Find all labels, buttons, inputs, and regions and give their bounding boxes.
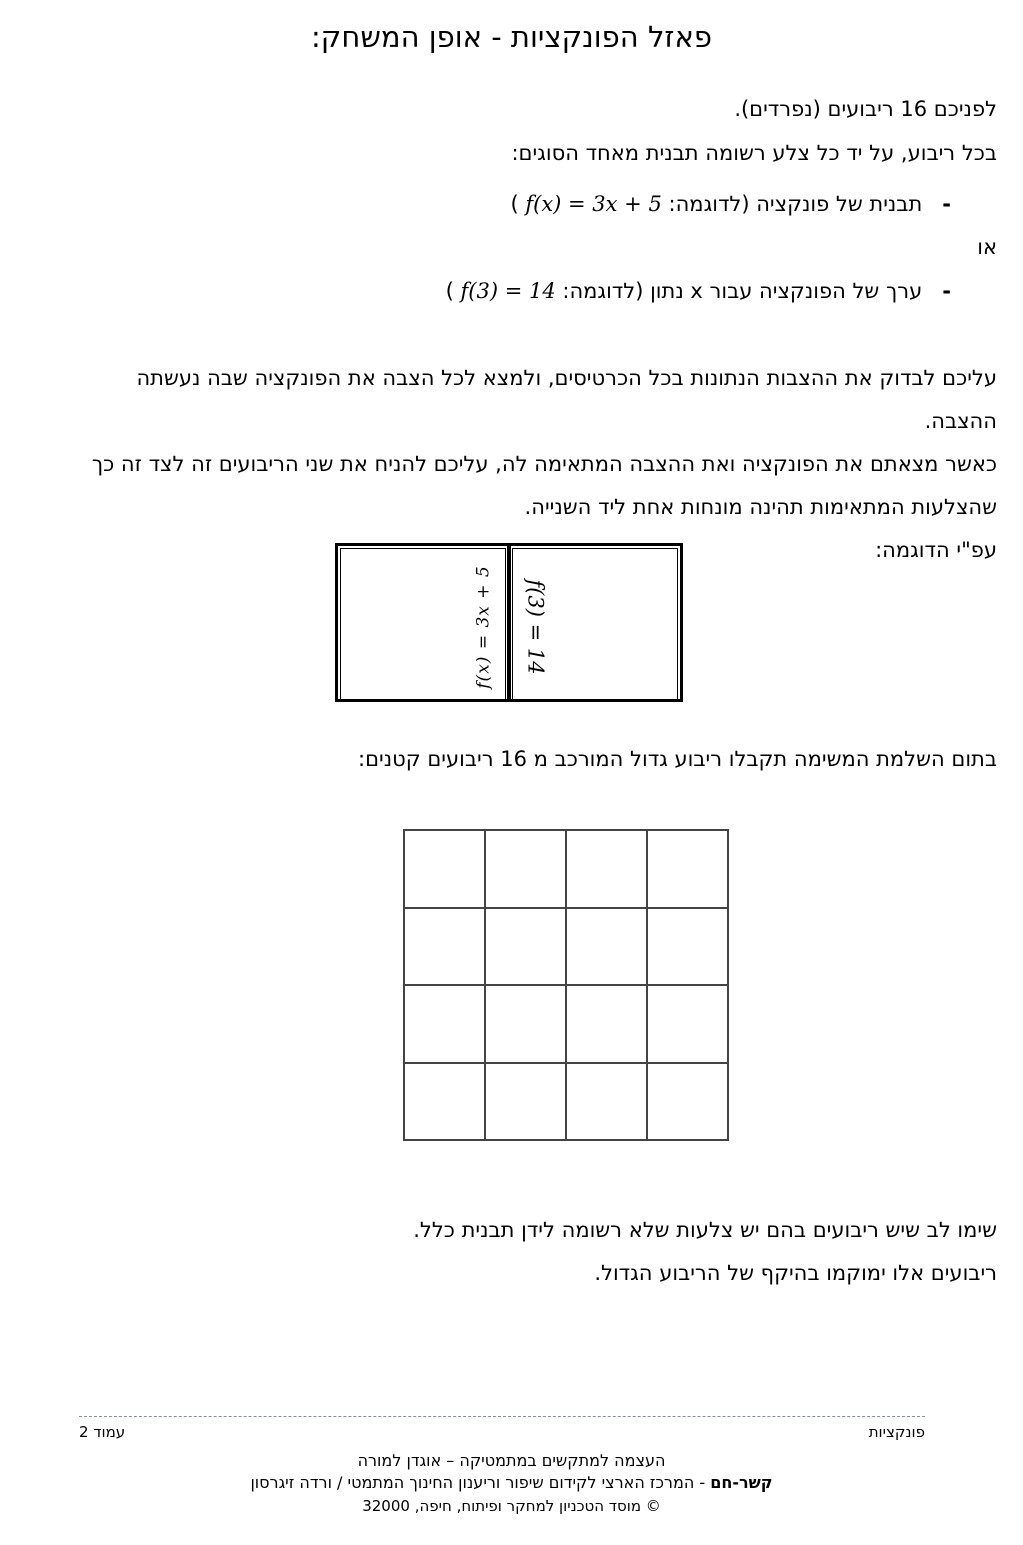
task-line-2: ההצבה. xyxy=(924,409,997,433)
grid-cell xyxy=(647,1063,728,1141)
bullet-math: f(x) = 3x + 5 xyxy=(525,192,662,216)
intro-line-2: בכל ריבוע, על יד כל צלע רשומה תבנית מאחד הסוגים: xyxy=(511,141,997,165)
bullet-dash: - xyxy=(942,192,951,216)
footer-org: - המרכז הארצי לקידום שיפור וריענון החינוך המתמטי / ורדה זיגרסון xyxy=(250,1473,711,1492)
grid-cell xyxy=(404,1063,485,1141)
tile-function-expression: f(x) = 3x + 5 xyxy=(474,564,494,689)
bullet-dash: - xyxy=(942,279,951,303)
note-line-1: שימו לב שיש ריבועים בהם יש צלעות שלא רשומה לידן תבנית כלל. xyxy=(413,1218,997,1242)
task-line-3: כאשר מצאתם את הפונקציה ואת ההצבה המתאימה לה, עליכם להניח את שני הריבועים זה לצד זה כך xyxy=(91,452,997,476)
task-line-1: עליכם לבדוק את ההצבות הנתונות בכל הכרטיסים, ולמצא לכל הצבה את הפונקציה שבה נעשתה xyxy=(136,366,997,390)
bullet-close: ) xyxy=(510,192,519,216)
grid-cell xyxy=(485,1063,566,1141)
grid-cell xyxy=(566,908,647,986)
grid-cell xyxy=(485,830,566,908)
footer-divider xyxy=(79,1416,925,1417)
or-word: או xyxy=(977,235,997,259)
example-tile-left xyxy=(340,548,506,701)
grid-cell xyxy=(404,830,485,908)
bullet-close: ) xyxy=(445,279,454,303)
grid-cell xyxy=(566,985,647,1063)
example-tile-pair xyxy=(335,543,683,702)
result-line: בתום השלמת המשימה תקבלו ריבוע גדול המורכב מ 16 ריבועים קטנים: xyxy=(358,747,997,771)
bullet-function-value xyxy=(446,278,951,304)
grid-cell xyxy=(647,908,728,986)
puzzle-grid xyxy=(403,829,729,1141)
grid-cell xyxy=(485,985,566,1063)
tile-divider xyxy=(507,546,511,699)
bullet-math: f(3) = 14 xyxy=(460,279,556,303)
example-label: עפ"י הדוגמה: xyxy=(875,538,997,562)
grid-cell xyxy=(647,985,728,1063)
bullet-text: תבנית של פונקציה (לדוגמה: xyxy=(668,192,923,216)
footer-copyright: © מוסד הטכניון למחקר ופיתוח, חיפה, 32000 xyxy=(362,1497,661,1515)
example-tile-right xyxy=(512,548,678,701)
footer-line-2 xyxy=(0,1473,1023,1492)
grid-cell xyxy=(647,830,728,908)
footer-brand: קשר-חם xyxy=(710,1473,773,1492)
grid-cell xyxy=(404,985,485,1063)
intro-line-1: לפניכם 16 ריבועים (נפרדים). xyxy=(734,97,997,121)
note-line-2: ריבועים אלו ימוקמו בהיקף של הריבוע הגדול. xyxy=(594,1261,997,1285)
footer-page-number: עמוד 2 xyxy=(79,1423,126,1441)
footer-topic: פונקציות xyxy=(868,1423,925,1441)
bullet-function-template xyxy=(510,191,951,217)
bullet-text: ערך של הפונקציה עבור x נתון (לדוגמה: xyxy=(562,279,923,303)
page-title: פאזל הפונקציות - אופן המשחק: xyxy=(311,20,712,54)
footer-line-1: העצמה למתקשים במתמטיקה – אוגדן למורה xyxy=(357,1451,666,1470)
grid-cell xyxy=(404,908,485,986)
grid-cell xyxy=(566,1063,647,1141)
grid-cell xyxy=(566,830,647,908)
tile-value-expression: f(3) = 14 xyxy=(523,578,548,675)
task-line-4: שהצלעות המתאימות תהינה מונחות אחת ליד השנייה. xyxy=(524,495,997,519)
grid-cell xyxy=(485,908,566,986)
